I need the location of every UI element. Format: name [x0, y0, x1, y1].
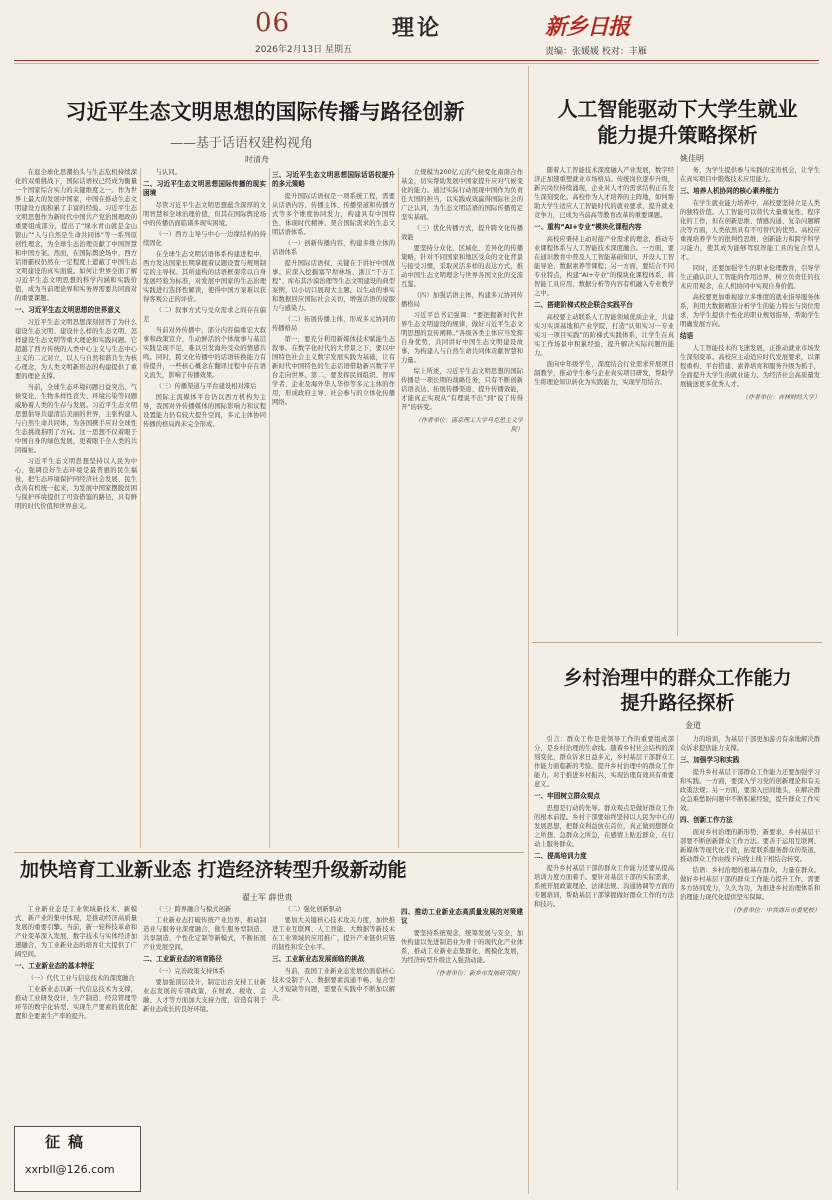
paragraph: 综上所述，习近平生态文明思想的国际传播是一项长期的战略任务，只有不断创新话语表达、拓展传播渠道、提升传播效能，才能真正实现从“有理说不出”到“说了传得开”的转变。 [401, 368, 523, 411]
paragraph: 人工智能技术的飞速发展，正推动就业市场发生深刻变革。高校应主动适应时代发展要求，以课程重构、平台搭建、素养培育和服务升级为抓手，全面提升大学生的就业能力，为经济社会高质量发展输送更多优秀人才。 [680, 345, 820, 388]
paragraph: （二）叙事方式与受众需求之间存在偏差 [143, 307, 266, 323]
article-divider-left [14, 852, 524, 853]
author-affiliation: （作者单位：吉林财经大学） [741, 394, 820, 401]
paragraph: 国际主流媒体平台仍以西方机构为主导，我国对外传播媒体的国际影响力和议程设置能力仍有较大提升空间，多元主体协同传播的格局尚未完全形成。 [143, 394, 266, 428]
paragraph: 第一，要充分利用新媒体技术赋能生态叙事。在数字化时代的大背景之下，要以中国特色社会主义数字发展实践为基础，让有新时代中国特色的生态话语借助新兴数字平台走向世界。第二，要发挥民间组织、智库学者、企业及海外华人华侨等多元主体的作用，形成政府主导、社会参与的立体化传播网络。 [272, 336, 395, 406]
paragraph: （四）加强话语主体，构建多元协同传播格局 [401, 292, 523, 308]
article1-title: 习近平生态文明思想的国际传播与路径创新 [65, 99, 465, 124]
main-column-divider [528, 66, 529, 1194]
article2-title-line-1: 人工智能驱动下大学生就业 [557, 97, 798, 121]
section-heading: 三、工业新业态发展面临的挑战 [272, 955, 365, 963]
article1-column-4 [401, 168, 523, 850]
paragraph: 提升乡村基层干部群众工作能力还要加强学习和实践。一方面，要深入学习党的创新理论和有关政策法规；另一方面，要深入田间地头，在解决群众急难愁盼问题中不断积累经验，提升群众工作实效。 [680, 769, 820, 812]
article4-title: 加快培育工业新业态 打造经济转型升级新动能 [20, 859, 407, 881]
paragraph: 当前，我国工业新业态发展仍面临核心技术受制于人、数据要素流通不畅、复合型人才短缺等问题，需要在实践中不断加以解决。 [272, 968, 395, 1002]
paragraph: 高校应秉持主动对接产业需求的理念，推动专业课程体系与人工智能技术深度融合。一方面，要在通识教育中普及人工智能基础知识，开设人工智能导论、数据素养等课程；另一方面，要结合不同专业特点，构建“AI+专业”的模块化课程体系，将智能工具应用、数据分析等内容有机融入专业教学之中。 [534, 236, 674, 297]
section-heading: 四、创新工作方法 [680, 816, 733, 824]
article1-subtitle: ——基于话语权建构视角 [170, 136, 314, 151]
paragraph: 要坚持分众化、区域化、差异化的传播策略，针对不同国家和地区受众的文化背景与接受习惯，采取灵活多样的表达方式，推动中国生态文明理念与世界各国文化的交流互鉴。 [401, 245, 523, 288]
call-for-papers-email: xxrbll@126.com [25, 1163, 115, 1176]
paragraph: 务，为学生提供参与实践的宝贵机会，让学生在真实项目中锻炼技术应用能力。 [680, 167, 820, 183]
paragraph: （三）优化传播方式，提升跨文化传播效能 [401, 225, 523, 241]
section-heading: 一、习近平生态文明思想的世界意义 [15, 306, 121, 314]
paragraph: 提升乡村基层干部的群众工作能力还要从提高培训力度方面着手。要针对基层干部的实际需求，系统开展政策理论、法律法规、沟通协调等方面的专题培训，帮助基层干部掌握做好群众工作的方法和技巧。 [534, 865, 674, 908]
paragraph: 与认同。 [155, 169, 181, 176]
column-divider [677, 166, 678, 636]
call-for-papers-box [14, 1126, 141, 1192]
masthead-rule [14, 60, 819, 61]
article2-title-line-2: 能力提升策略探析 [597, 123, 758, 147]
paragraph: 当前对外传播中，部分内容偏重宏大叙事和政策宣介，生动鲜活的个体故事与基层实践呈现不足，难以引发海外受众的情感共鸣。同时，跨文化传播中的话语转换能力有待提升，一些核心概念在翻译过程中存在语义流失，影响了传播效果。 [143, 327, 266, 379]
article3-column-1 [534, 735, 674, 1190]
column-divider [398, 168, 399, 848]
paragraph: 工业新业态以新一代信息技术为支撑，推动工业研发设计、生产制造、经营管理等环节的数字化转型，实现生产要素的优化配置和全要素生产率的提升。 [15, 986, 137, 1020]
paragraph: 立规模为200亿元的气候变化南南合作基金，切实帮助发展中国家提升应对气候变化的能力。通过实际行动展现中国作为负责任大国的担当，以实践成效赢得国际社会的广泛认同，为生态文明话语的国际传播奠定坚实基础。 [401, 169, 523, 221]
paragraph: （三）跨界融合与模式创新 [155, 906, 232, 913]
article2-author: 姚佳明 [680, 154, 704, 163]
article3-column-2 [680, 735, 820, 1190]
paragraph: 在退全球化思潮抬头与生态危机持续深化的双重挑战下，国际话语权已经成为衡量一个国家综合实力的关键维度之一。作为世界上最大的发展中国家，中国在推动生态文明建设方面积累了丰富的经验。习近平生态文明思想作为新时代中国共产党治国理政的重要组成部分，提出了“绿水青山就是金山银山”“人与自然是生命共同体”等一系列原创性理念，为全球生态治理贡献了中国智慧和中国方案。然而，在国际舆论场中，西方话语霸权仍然在一定程度上遮蔽了中国生态文明建设的真实面貌。如何让世界全面了解习近平生态文明思想的科学内涵和实践价值，成为当前理论界和实务界需要共同面对的重要课题。 [15, 169, 137, 302]
paragraph: 要坚持系统观念，统筹发展与安全，加快构建以先进制造业为骨干的现代化产业体系，推动工业新业态集群化、规模化发展，为经济转型升级注入强劲动能。 [401, 930, 523, 964]
masthead-rule-thin [14, 63, 819, 64]
paragraph: 习近平生态文明思想坚持以人民为中心，强调良好生态环境是最普惠的民生福祉，把生态环境保护同经济社会发展、民生改善有机统一起来，为发展中国家摆脱贫困与保护环境提供了可资借鉴的路径，具有鲜明的时代价值和世界意义。 [15, 458, 137, 510]
paragraph: 引言：群众工作是党领导工作的重要组成部分，是乡村治理的生命线。随着乡村社会结构的深刻变化，群众诉求日益多元，乡村基层干部群众工作能力面临新的考验。提升乡村治理中的群众工作能力，对于推进乡村振兴、实现治理有效具有重要意义。 [534, 736, 674, 788]
article4-column-4 [401, 905, 523, 1190]
paragraph: （三）传播渠道与平台建设相对滞后 [155, 383, 257, 390]
paragraph: 结语：乡村治理的根基在群众，力量在群众。做好乡村基层干部的群众工作能力提升工作，需要多方协同发力，久久为功，为推进乡村治理体系和治理能力现代化提供坚实保障。 [680, 867, 820, 901]
author-affiliation: （作者单位：新乡市发展研究院） [432, 970, 523, 977]
section-heading: 一、牢固树立群众观点 [534, 792, 600, 800]
section-heading: 二、提高培训力度 [534, 852, 587, 860]
paragraph: 在学生就业能力培养中，高校要坚持立足人类的独特价值。人工智能可以替代大量重复性、程序化的工作，但在创新思维、情感沟通、复杂问题解决等方面，人类依然具有不可替代的优势。高校应重视培养学生的批判性思维、创新能力和跨学科学习能力，使其成为能够驾驭智能工具的复合型人才。 [680, 200, 820, 261]
article4-column-2 [143, 905, 266, 1190]
section-heading: 二、工业新业态的培育路径 [143, 955, 223, 963]
issue-date: 2026年2月13日 星期五 [255, 45, 352, 55]
paragraph: 随着人工智能技术深度融入产业发展，数字经济正加速重塑就业市场格局。传统岗位逐步升级，新兴岗位持续涌现，企业对人才的需求结构正在发生深刻变化。高校作为人才培养的主阵地，如何帮助大学生适应人工智能时代的就业要求，提升就业竞争力，已成为当前高等教育改革的重要课题。 [534, 167, 674, 219]
article3-author: 金道 [685, 721, 701, 730]
paragraph: 工业新业态打破传统产业边界，推动制造业与服务业深度融合，催生服务型制造、共享制造、个性化定制等新模式，不断拓展产业发展空间。 [143, 917, 266, 951]
section-heading: 三、加强学习和实践 [680, 756, 740, 764]
paragraph: （一）完善政策支持体系 [155, 968, 225, 975]
paragraph: 当前，全球生态环境问题日益突出，气候变化、生物多样性丧失、环境污染等问题威胁着人类的生存与发展。习近平生态文明思想倡导共建清洁美丽的世界，主张构建人与自然生命共同体，为各国携手应对全球性生态挑战指明了方向。这一思想不仅着眼于中国自身的绿色发展，更着眼于全人类的共同福祉。 [15, 384, 137, 454]
article1-author: 时清舟 [245, 155, 269, 164]
article3-title [535, 666, 820, 715]
paragraph: 面对乡村治理的新形势、新要求，乡村基层干部要不断创新群众工作方法。要善于运用互联网、新媒体等现代化手段，拓宽联系服务群众的渠道，推动群众工作由线下向线上线下相结合转变。 [680, 829, 820, 863]
section-title: 理论 [392, 16, 443, 41]
paragraph: （一）创新传播内容，构建多维立体的话语体系 [272, 240, 395, 256]
call-for-papers-title: 征稿 [45, 1133, 92, 1151]
column-divider [677, 735, 678, 1190]
paragraph: 提升国际话语权，关键在于讲好中国故事。应深入挖掘塞罕坝林场、浙江“千万工程”、库布其沙漠治理等生态文明建设的典型案例，以小切口展现大主题，以生动的事实和数据回应国际社会关切，增强话语的说服力与感染力。 [272, 260, 395, 312]
article1-column-2 [143, 168, 266, 850]
paragraph: 在全球生态文明话语体系构建进程中，西方发达国家长期掌握着议题设置与规则制定的主导权。其所建构的话语框架常以自身发展经验为标准，对发展中国家的生态治理实践进行选择性解读，使得中国方案难以获得客观公正的评价。 [143, 251, 266, 303]
article2-column-2 [680, 166, 820, 636]
newspaper-logo: 新乡日报 [545, 14, 630, 40]
section-heading: 一、重构“AI+专业”模块化课程内容 [534, 223, 642, 231]
article4-column-3 [272, 905, 395, 1190]
paragraph: 力的培训，为基层干部更加游刃有余地解决群众诉求提供能力支撑。 [680, 736, 820, 752]
article-divider-right [532, 642, 822, 643]
paragraph: 尽管习近平生态文明思想蕴含深厚的文明智慧和全球治理价值，但其在国际舆论场中的传播仍面临诸多现实困境。 [143, 202, 266, 227]
paragraph: 要加强顶层设计，制定出台支持工业新业态发展的专项政策，在财政、税收、金融、人才等方面加大支持力度，营造有利于新业态成长的良好环境。 [143, 979, 266, 1013]
paragraph: （一）西方主导与中心一边缘结构的持续固化 [143, 231, 266, 247]
section-heading: 三、培养人机协同的核心素养能力 [680, 187, 779, 195]
paragraph: （二）拓展传播主体，形成多元协同的传播格局 [272, 316, 395, 332]
article4-author: 翟士军 薛世贵 [242, 893, 293, 902]
article1-column-1 [15, 168, 137, 850]
editor-credits: 责编：张媛媛 校对：丰雁 [545, 47, 647, 57]
paragraph: 面向中年级学生，深度结合行业需求开展项目制教学，推动学生参与企业真实项目研发，帮助学生将理论知识转化为实践能力，实现学用结合。 [534, 361, 674, 386]
column-divider [269, 168, 270, 848]
paragraph: 习近平总书记强调：“要把握新时代世界生态文明建设的规律，做好习近平生态文明思想的宣传阐释。”各级各类主体应当发挥自身优势，共同讲好中国生态文明建设故事，为构建人与自然生命共同体贡献智慧和力量。 [401, 312, 523, 364]
section-heading: 结语 [680, 332, 694, 340]
column-divider [140, 168, 141, 848]
paragraph: 习近平生态文明思想深刻回答了为什么建设生态文明、建设什么样的生态文明、怎样建设生态文明等重大理论和实践问题。它超越了西方传统的人类中心主义与生态中心主义的二元对立，以人与自然和谐共生为核心理念，为人类文明新形态的构建提供了重要的理论支撑。 [15, 319, 137, 380]
paragraph: 要加大关键核心技术攻关力度，加快推进工业互联网、人工智能、大数据等新技术在工业领域的应用推广，提升产业链供应链的韧性和安全水平。 [272, 917, 395, 951]
article4-column-1 [15, 905, 137, 1120]
page-number: 06 [255, 8, 291, 38]
article3-title-line-1: 乡村治理中的群众工作能力 [563, 667, 792, 689]
author-affiliation: （作者单位：中共商丘市委党校） [729, 907, 820, 914]
article2-column-1 [534, 166, 674, 636]
article2-title [535, 96, 820, 148]
article3-title-line-2: 提升路径探析 [620, 691, 735, 714]
section-heading: 一、工业新业态的基本特征 [15, 962, 95, 970]
section-heading: 二、习近平生态文明思想国际传播的现实困境 [143, 180, 266, 197]
paragraph: （二）强化创新驱动 [284, 906, 342, 913]
section-heading: 二、搭建阶梯式校企联合实践平台 [534, 301, 633, 309]
section-heading: 三、习近平生态文明思想国际话语权提升的多元策略 [272, 171, 395, 188]
paragraph: 思想是行动的先导。群众观点是做好群众工作的根本前提。乡村干部要始终坚持以人民为中心的发展思想，把群众利益放在首位，真正做到想群众之所想、急群众之所急，在感情上贴近群众、在行动上服务群众。 [534, 805, 674, 848]
paragraph: 高校要更加重视建立多维度的就业指导服务体系，利用大数据精准分析学生的能力特长与岗位需求，为学生提供个性化的职业规划指导，帮助学生明确发展方向。 [680, 294, 820, 328]
author-affiliation: （作者单位：南京理工大学马克思主义学院） [414, 417, 523, 433]
paragraph: 提升国际话语权是一项系统工程，需要从话语内容、传播主体、传播渠道和传播方式等多个维度协同发力，构建具有中国特色、体现时代精神、契合国际需求的生态文明话语体系。 [272, 193, 395, 236]
paragraph: （一）代代工业与信息技术的深度融合 [27, 975, 135, 982]
paragraph: 工业新业态是工业领域新技术、新模式、新产业的集中体现，是推动经济高质量发展的重要引擎。当前，新一轮科技革命和产业变革深入发展，数字技术与实体经济加速融合，为工业新业态的培育壮大提供了广阔空间。 [15, 906, 137, 958]
paragraph: 同时，还要加强学生的职业伦理教育，引导学生正确认识人工智能的作用边界，树立负责任的技术应用观念，在人机协同中实现自身价值。 [680, 265, 820, 290]
paragraph: 高校要主动联系人工智能领域优质企业，共建实习实训基地和产业学院，打造“认知实习一专业实习一项目实践”的阶梯式实践体系，让学生在真实工作场景中积累经验，提升解决实际问题的能力。 [534, 314, 674, 357]
article1-column-3 [272, 168, 395, 850]
section-heading: 四、推动工业新业态高质量发展的对策建议 [401, 908, 523, 925]
